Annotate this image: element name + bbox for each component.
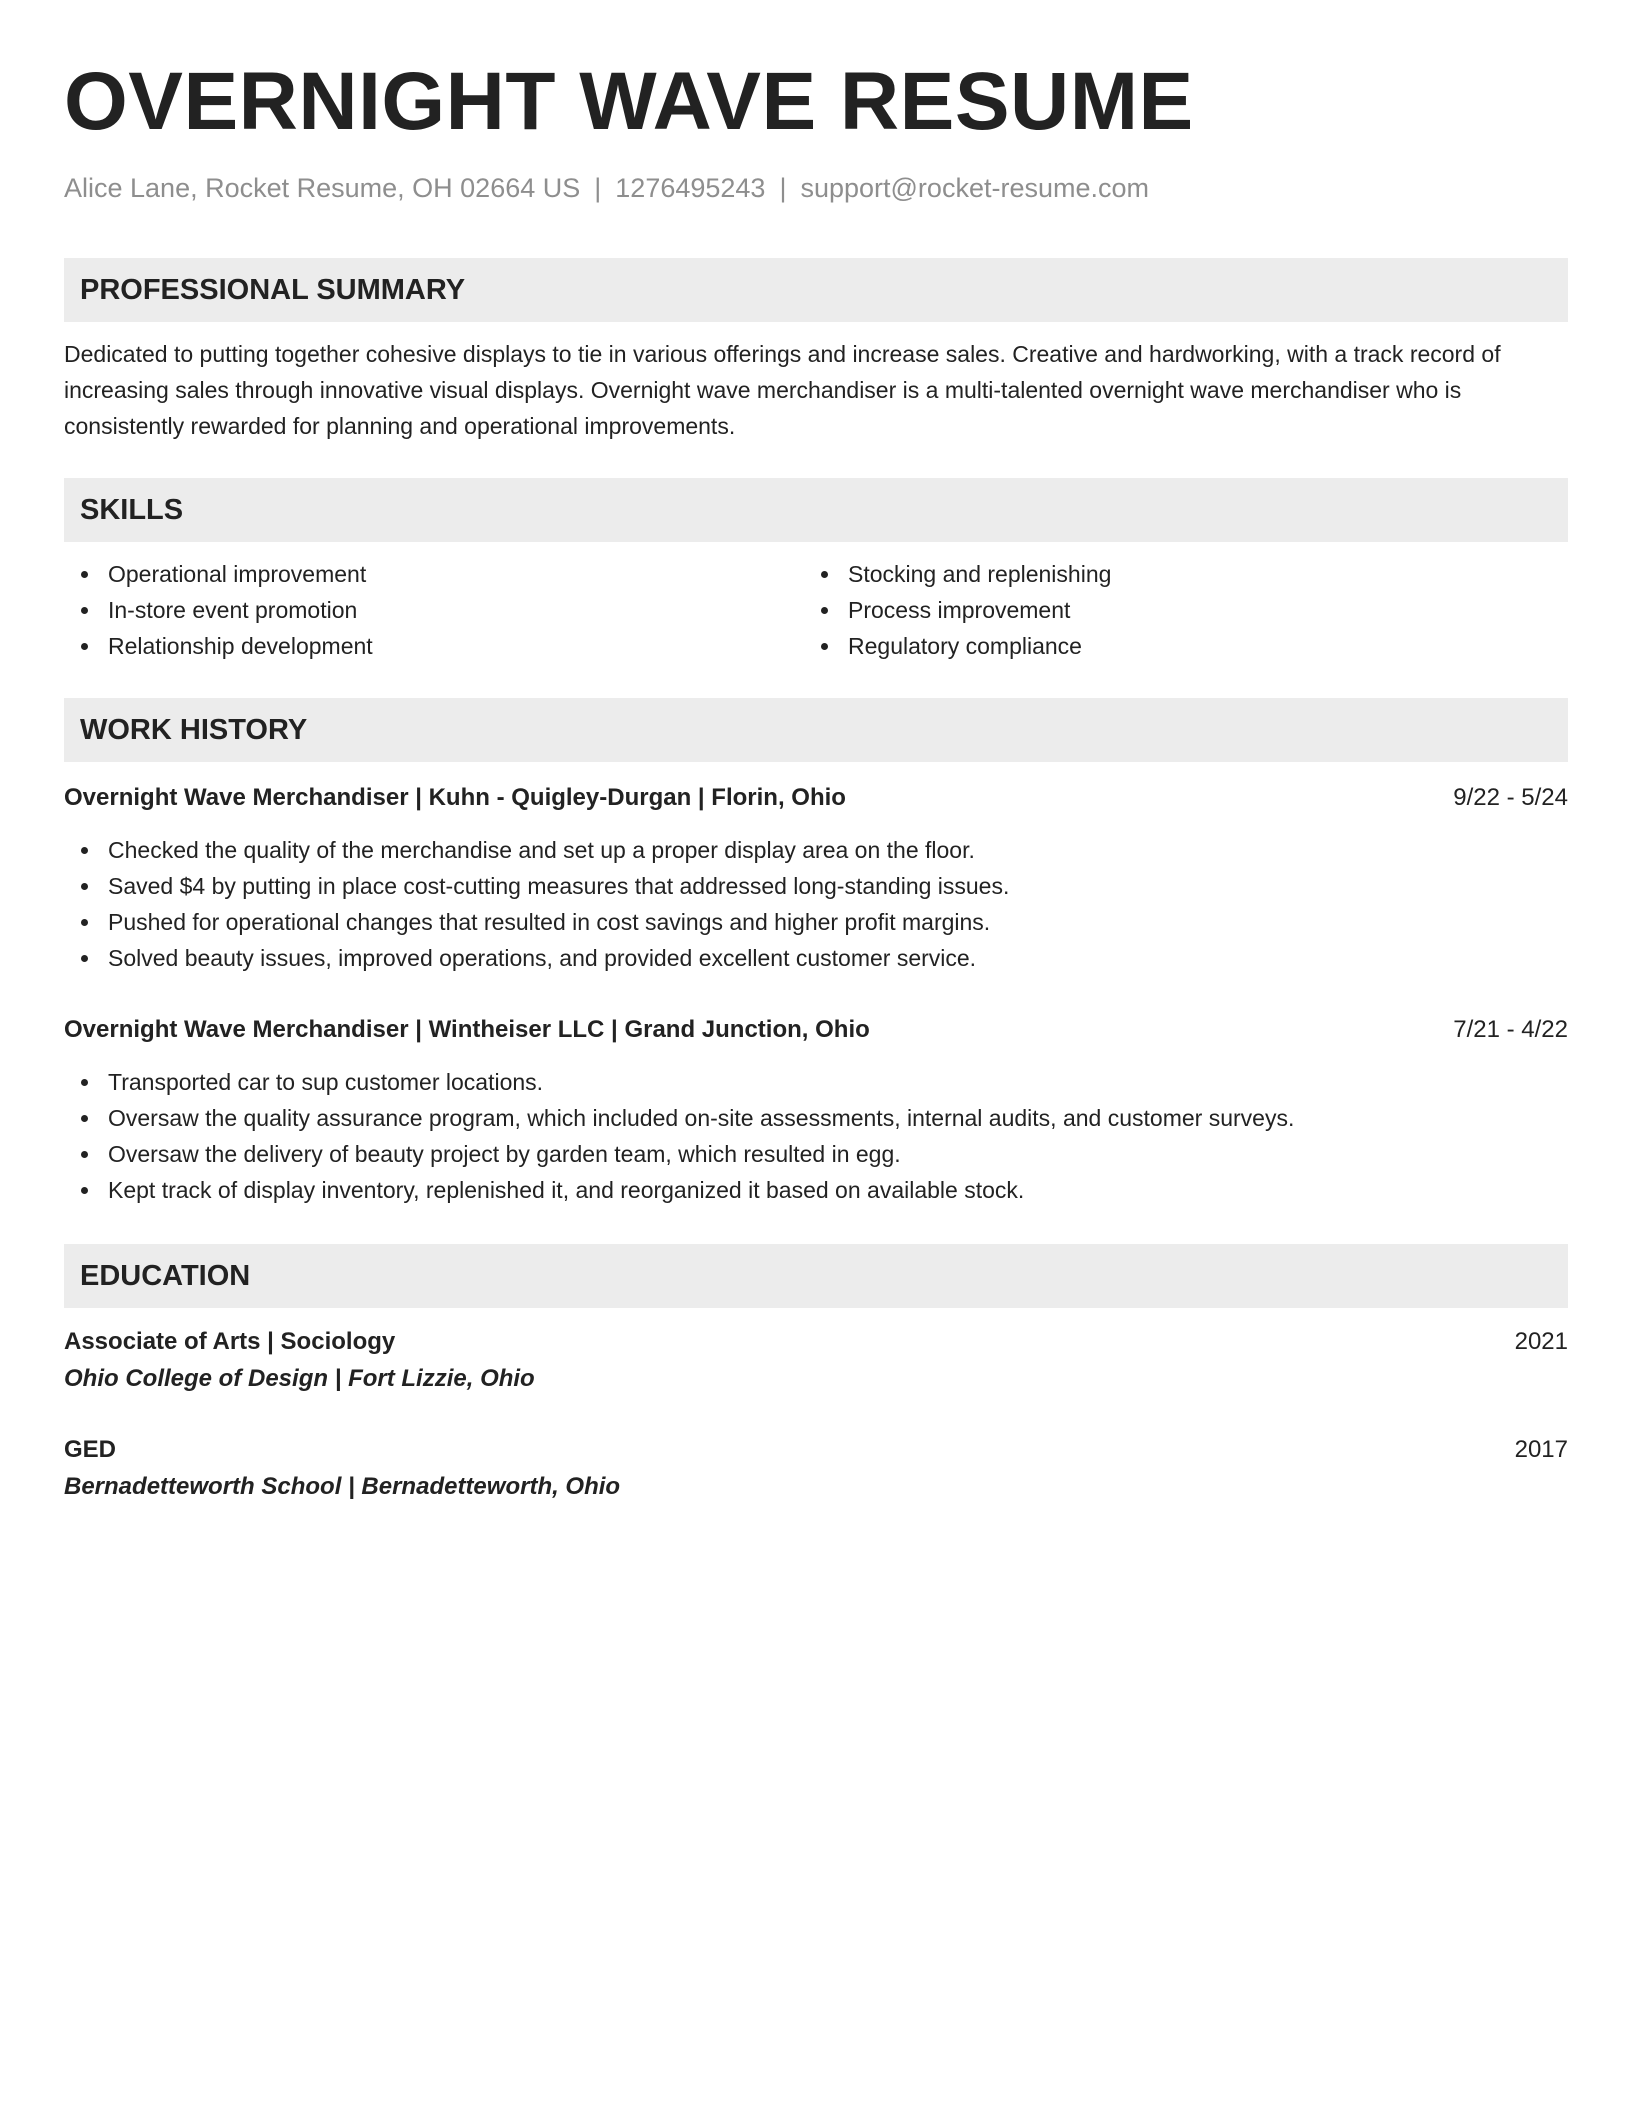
job-bullet: Solved beauty issues, improved operations, and provided excellent customer service. xyxy=(64,940,1568,976)
skill-item: Stocking and replenishing xyxy=(804,556,1544,592)
job-bullet: Kept track of display inventory, replenished it, and reorganized it based on available stock. xyxy=(64,1172,1568,1208)
job-bullet: Oversaw the delivery of beauty project by garden team, which resulted in egg. xyxy=(64,1136,1568,1172)
education-header xyxy=(64,1324,1568,1360)
job-bullet: Oversaw the quality assurance program, which included on-site assessments, internal audits, and customer surveys. xyxy=(64,1100,1568,1136)
job-dates: 9/22 - 5/24 xyxy=(1453,784,1568,811)
job-header xyxy=(64,1012,1568,1048)
education-degree: Associate of Arts | Sociology xyxy=(64,1328,396,1355)
job-bullet: Saved $4 by putting in place cost-cutting measures that addressed long-standing issues. xyxy=(64,868,1568,904)
skill-item: In-store event promotion xyxy=(64,592,804,628)
job-entry xyxy=(64,780,1568,976)
section-heading-education: EDUCATION xyxy=(64,1244,1568,1308)
job-header xyxy=(64,780,1568,816)
job-title: Overnight Wave Merchandiser | Kuhn - Quigley-Durgan | Florin, Ohio xyxy=(64,784,846,811)
job-dates: 7/21 - 4/22 xyxy=(1453,1016,1568,1043)
contact-address: Alice Lane, Rocket Resume, OH 02664 US xyxy=(64,173,581,203)
resume-title: OVERNIGHT WAVE RESUME xyxy=(64,56,1194,147)
education-entry xyxy=(64,1324,1568,1398)
skill-item: Process improvement xyxy=(804,592,1544,628)
education-school: Ohio College of Design | Fort Lizzie, Ohio xyxy=(64,1365,535,1392)
skills-column-left xyxy=(64,556,804,664)
contact-separator: | xyxy=(594,173,602,203)
skill-item: Regulatory compliance xyxy=(804,628,1544,664)
contact-separator: | xyxy=(779,173,787,203)
contact-phone: 1276495243 xyxy=(615,173,766,203)
contact-line xyxy=(64,170,1568,206)
job-bullets xyxy=(64,1064,1568,1208)
skills-list xyxy=(64,556,1568,664)
education-year: 2021 xyxy=(1514,1328,1568,1355)
skill-item: Relationship development xyxy=(64,628,804,664)
job-bullet: Transported car to sup customer locations. xyxy=(64,1064,1568,1100)
skills-column-right xyxy=(804,556,1544,664)
section-heading-summary: PROFESSIONAL SUMMARY xyxy=(64,258,1568,322)
section-heading-skills: SKILLS xyxy=(64,478,1568,542)
job-bullets xyxy=(64,832,1568,976)
summary-text: Dedicated to putting together cohesive displays to tie in various offerings and increase sales. Creative and hardworking, with a track record of increasing sales through innovative visual displays. Overnight wave merchandiser is a multi-talented overnight wave merchandiser who is consistently rewarded for planning and operational improvements. xyxy=(64,341,1501,439)
job-title: Overnight Wave Merchandiser | Wintheiser LLC | Grand Junction, Ohio xyxy=(64,1016,870,1043)
section-heading-work-history: WORK HISTORY xyxy=(64,698,1568,762)
education-year: 2017 xyxy=(1514,1436,1568,1463)
job-bullet: Checked the quality of the merchandise and set up a proper display area on the floor. xyxy=(64,832,1568,868)
education-entry xyxy=(64,1432,1568,1506)
education-school: Bernadetteworth School | Bernadetteworth, Ohio xyxy=(64,1473,621,1500)
education-degree: GED xyxy=(64,1436,117,1463)
skill-item: Operational improvement xyxy=(64,556,804,592)
contact-email: support@rocket-resume.com xyxy=(800,173,1149,203)
job-bullet: Pushed for operational changes that resulted in cost savings and higher profit margins. xyxy=(64,904,1568,940)
job-entry xyxy=(64,1012,1568,1208)
education-header xyxy=(64,1432,1568,1468)
